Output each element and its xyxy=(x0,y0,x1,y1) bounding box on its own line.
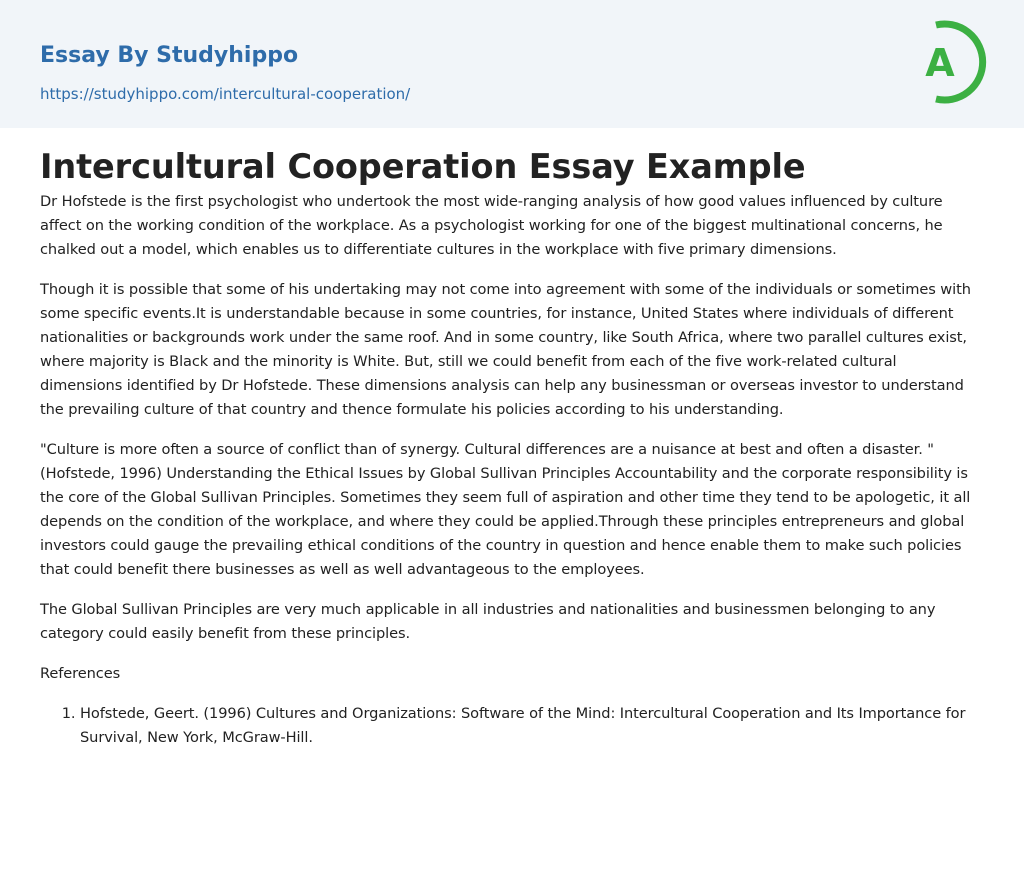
site-header xyxy=(0,0,1024,128)
references-list xyxy=(40,702,982,750)
reference-item: 1. Hofstede, Geert. (1996) Cultures and Organizations: Software of the Mind: Intercultural Cooperation and Its Importance for Survival, New York, McGraw-Hill. xyxy=(80,702,982,750)
paragraph: "Culture is more often a source of conflict than of synergy. Cultural differences are a nuisance at best and often a disaster. " (Hofstede, 1996) Understanding the Ethical Issues by Global Sullivan Principles Accountability and the corporate responsibility is the core of the Global Sullivan Principles. Sometimes they seem full of aspiration and other time they tend to be apologetic, it all depends on the condition of the workplace, and where they could be applied.Through these principles entrepreneurs and global investors could gauge the prevailing ethical conditions of the country in question and hence enable them to make such policies that could benefit there businesses as well as well advantageous to the employees. xyxy=(40,441,971,578)
paragraph: The Global Sullivan Principles are very much applicable in all industries and nationalities and businessmen belonging to any category could easily benefit from these principles. xyxy=(40,601,936,642)
logo-letter: A xyxy=(925,41,955,85)
studyhippo-logo-icon[interactable] xyxy=(906,18,990,106)
references-heading: References xyxy=(40,665,121,682)
paragraph: Dr Hofstede is the first psychologist who undertook the most wide-ranging analysis of how good values influenced by culture affect on the working condition of the workplace. As a psychologist working for one of the biggest multinational concerns, he chalked out a model, which enables us to differentiate cultures in the workplace with five primary dimensions. xyxy=(40,193,943,258)
site-brand[interactable]: Essay By Studyhippo xyxy=(40,43,299,68)
source-url-link[interactable]: https://studyhippo.com/intercultural-cooperation/ xyxy=(40,85,411,103)
page-title: Intercultural Cooperation Essay Example xyxy=(40,147,806,186)
article xyxy=(40,144,982,750)
paragraph: Though it is possible that some of his undertaking may not come into agreement with some of the individuals or sometimes with some specific events.It is understandable because in some countries, for instance, United States where individuals of different nationalities or backgrounds work under the same roof. And in some country, like South Africa, where two parallel cultures exist, where majority is Black and the minority is White. But, still we could benefit from each of the five work-related cultural dimensions identified by Dr Hofstede. These dimensions analysis can help any businessman or overseas investor to understand the prevailing culture of that country and thence formulate his policies according to his understanding. xyxy=(40,281,971,418)
